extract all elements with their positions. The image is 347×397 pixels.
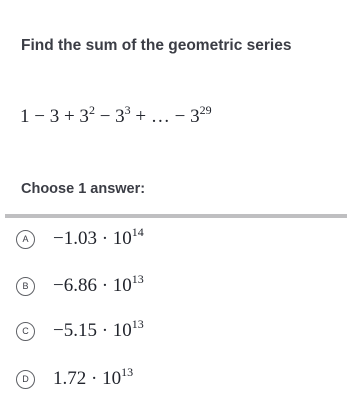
choice-value — [53, 317, 144, 342]
expr-part-2: − 3 — [94, 106, 125, 127]
choice-value — [53, 272, 144, 297]
choice-exponent: 13 — [131, 272, 144, 286]
choice-base: −5.15 · 10 — [53, 320, 132, 341]
question-prompt: Find the sum of the geometric series — [21, 37, 292, 54]
choice-letter-badge: B — [16, 277, 35, 296]
answer-choice-d[interactable] — [16, 364, 336, 394]
choice-letter-badge: D — [16, 370, 35, 389]
answer-choice-a[interactable] — [16, 224, 336, 254]
choose-answer-label: Choose 1 answer: — [21, 181, 146, 197]
choice-exponent: 14 — [131, 225, 144, 239]
choice-value — [53, 225, 144, 250]
choice-value — [53, 365, 134, 390]
expr-exponent-2: 3 — [124, 103, 131, 117]
expr-exponent-3: 29 — [199, 103, 212, 117]
choice-exponent: 13 — [121, 365, 134, 379]
expr-exponent-1: 2 — [88, 103, 95, 117]
choice-base: −1.03 · 10 — [53, 228, 132, 249]
answer-choice-b[interactable] — [16, 271, 336, 301]
choice-letter-badge: A — [16, 230, 35, 249]
choice-base: −6.86 · 10 — [53, 275, 132, 296]
series-expression — [20, 103, 212, 128]
choice-letter-badge: C — [16, 322, 35, 341]
answer-choice-c[interactable] — [16, 316, 336, 346]
expr-part-3: + … − 3 — [130, 106, 200, 127]
choice-exponent: 13 — [131, 317, 144, 331]
choice-base: 1.72 · 10 — [53, 368, 122, 389]
answer-divider — [5, 214, 347, 218]
expr-part-1: 1 − 3 + 3 — [20, 106, 89, 127]
